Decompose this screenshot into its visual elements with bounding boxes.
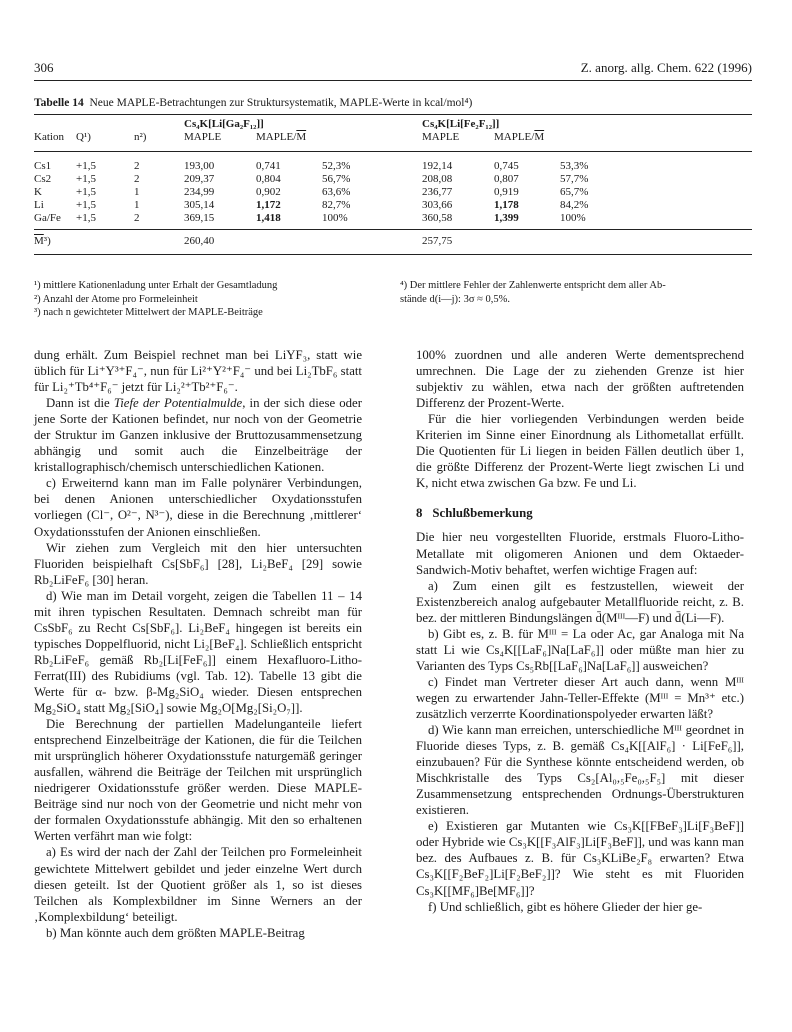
table-cell: 1 xyxy=(134,198,140,211)
table-cell: 209,37 xyxy=(184,172,215,185)
table-cell: Cs2 xyxy=(34,172,52,185)
table-row xyxy=(34,160,752,173)
table-cell: 305,14 xyxy=(184,198,215,211)
table-cell: +1,5 xyxy=(76,198,96,211)
table-cell: 100% xyxy=(322,211,348,224)
paragraph: f) Und schließlich, gibt es höhere Glieder der hier ge- xyxy=(428,899,703,914)
table-cell: 0,804 xyxy=(256,172,281,185)
col-n: n²) xyxy=(134,131,147,143)
table-cell: 53,3% xyxy=(560,159,589,172)
table-cell: 56,7% xyxy=(322,172,351,185)
table-cell: 2 xyxy=(134,211,140,224)
table-cell: 1 xyxy=(134,185,140,198)
table-cell: 65,7% xyxy=(560,185,589,198)
table-cell: 52,3% xyxy=(322,159,351,172)
paragraph: e) Existieren gar Mutanten wie Cs₃K[[FBeF₃]Li[F₃BeF]] oder Hybride wie Cs₃K[[F₃AlF₃]Li[F₃BeF]], und was kann man bez. des Aufbaues z. B. für Cs₃KLiBe₂F₈ erwarten? Etwa Cs₃K[[F₂BeF₂]Li[F₂BeF₂]]? Wie steht es mit Fluoriden Cs₃K[[MF₆]Be[MF₆]]? xyxy=(416,819,744,898)
table-cell: Cs1 xyxy=(34,159,52,172)
table-cell: 1,418 xyxy=(256,211,281,224)
paragraph: c) Erweiternd kann man im Falle polynärer Verbindungen, bei denen Anionen unterschiedlicher Oxydationsstufen vorliegen (Cl⁻, O²⁻, N³⁻), diese in die Berechnung ‚mittlerer‘ Oxydationsstufen der Anionen einschließen. xyxy=(34,476,362,539)
table-cell: 100% xyxy=(560,211,586,224)
table-row xyxy=(34,199,752,212)
table-cell: 303,66 xyxy=(422,198,453,211)
table-cell: 0,741 xyxy=(256,159,281,172)
table-cell: 0,919 xyxy=(494,185,519,198)
col-maple-1: MAPLE xyxy=(184,131,222,143)
paragraph: Die hier neu vorgestellten Fluoride, erstmals Fluoro-Litho-Metallate mit oligomeren Anionen und dem Oktaeder-Sandwich-Motiv behaftet, werfen wichtige Fragen auf: xyxy=(416,530,744,577)
table-cell: +1,5 xyxy=(76,172,96,185)
table-row xyxy=(34,212,752,225)
paragraph: d) Wie man im Detail vorgeht, zeigen die Tabellen 11 – 14 mit ihren typischen Resultaten. Demnach schreibt man für CsSbF₆ zu Recht Cs[SbF₆]. Li₂BeF₄ hingegen ist bereits ein typisches Doppelfluorid, nicht Li₂[BeF₄]. Schließlich entspricht Rb₂LiFeF₆ gemäß Rb₂[Li[FeF₆]] einem Hexafluoro-Litho-Ferrat(III) des Rubidiums (vgl. Tab. 12). Tabelle 13 gibt die Werte für α- bzw. β-Mg₂SiO₄ wieder. Diesen entsprechen Mg₂SiO₄ statt Mg₂[SiO₄] sowie Mg₂O[Mg₂[Si₂O₇]]. xyxy=(34,588,362,716)
table-row xyxy=(34,186,752,199)
table-cell: 0,745 xyxy=(494,159,519,172)
table-top-rule xyxy=(34,114,752,115)
table-cell: 208,08 xyxy=(422,172,453,185)
paragraph: Die Berechnung der partiellen Madelunganteile liefert entsprechend Einzelbeiträge der Kationen, die für die Teilchen mit ursprünglich höherer Oxydationsstufe naturgemäß geringer ausfallen, während die Beiträge der Teilchen mit ursprünglich niedrigerer Oxidationsstufe größer werden. Diese MAPLE-Beiträge sind nur noch von der Geometrie und nicht mehr von der formalen Oxydationsstufe abhängig. Mit den so erhaltenen Werten verfährt man wie folgt: xyxy=(34,717,362,844)
table-cell: Ga/Fe xyxy=(34,211,61,224)
table-cell: +1,5 xyxy=(76,159,96,172)
paragraph: c) Findet man Vertreter dieser Art auch dann, wenn Mᴵᴵᴵ wegen zu erwartender Jahn-Teller-Effekte (Mᴵᴵᴵ = Mn³⁺ etc.) zusätzlich verzerrte Koordinationspolyeder erwarten läßt? xyxy=(416,674,744,721)
paragraph: 100% zuordnen und alle anderen Werte dementsprechend umrechnen. Die Lage der zu ziehenden Grenze ist hier subjektiv zu wählen, etwa nach der größten auftretenden Differenz der Prozent-Werte. xyxy=(416,348,744,411)
table-caption-text: Neue MAPLE-Betrachtungen zur Struktursystematik, MAPLE-Werte in kcal/mol⁴) xyxy=(89,97,473,109)
mean-row: $\overline{M}^3$) 260,40 257,75 xyxy=(34,234,453,247)
table-cell: 236,77 xyxy=(422,185,453,198)
table-cell: 63,6% xyxy=(322,185,351,198)
col-maple-ratio-1: MAPLE/$\overline{M}$ xyxy=(256,131,307,143)
header-rule xyxy=(34,80,752,81)
table-caption xyxy=(34,97,472,109)
table-cell: +1,5 xyxy=(76,185,96,198)
table-label: Tabelle 14 xyxy=(34,97,84,109)
table-cell: 234,99 xyxy=(184,185,215,198)
col-q: Q¹) xyxy=(76,131,91,143)
table-cell: 193,00 xyxy=(184,159,215,172)
table-cell: 192,14 xyxy=(422,159,453,172)
table-cell: Li xyxy=(34,198,44,211)
table-cell: 1,399 xyxy=(494,211,519,224)
col-kation: Kation xyxy=(34,131,64,143)
paragraph: d) Wie kann man erreichen, unterschiedliche Mᴵᴵᴵ geordnet in Fluoride dieses Typs, z. B. gemäß Cs₄K[[AlF₆] · Li[FeF₆]], einzubauen? Für die Synthese könnte entscheidend werden, ob Mischkristalle des Typs Cs₂[Al₀,₅Fe₀,₅F₅] mit dieser Zusammensetzung entsprechenden Ordnungs-Überstrukturen existieren. xyxy=(416,723,744,818)
page-number: 306 xyxy=(34,60,54,75)
paragraph: a) Zum einen gilt es festzustellen, wieweit der Existenzbereich analog aufgebauter Metallfluoride reicht, z. B. bez. der mittleren Bindungslängen d̄(Mᴵᴵᴵ—F) und d̄(Li—F). xyxy=(416,578,744,625)
maple-table xyxy=(34,118,752,256)
table-cell: K xyxy=(34,185,42,198)
paragraph: Für die hier vorliegenden Verbindungen werden beide Kriterien im Sinne einer Einordnung als Lithometallat erfüllt. Die Quotienten für Li liegen in beiden Fällen deutlich über 1, die größte Differenz der Prozent-Werte liegt zwischen Li und K, nicht etwa zwischen Ga bzw. Fe und Li. xyxy=(416,412,744,491)
footnotes-left: ¹) mittlere Kationenladung unter Erhalt der Gesamtladung ²) Anzahl der Atome pro Formeleinheit ³) nach n gewichteter Mittelwert der MAPLE-Beiträge xyxy=(34,280,278,318)
paragraph: a) Es wird der nach der Zahl der Teilchen pro Formeleinheit gewichtete Mittelwert gebildet und jeder einzelne Wert durch diesen geteilt. Ist der Quotient größer als 1, so ist dieses Teilchen als Komplexbildner im Sinne Werners an der ‚Komplexbildung‘ beteiligt. xyxy=(34,845,362,924)
table-cell: 1,172 xyxy=(256,198,281,211)
footnote-4: ⁴) Der mittlere Fehler der Zahlenwerte entspricht dem aller Ab- stände d(i—j): 3σ ≈ 0,5%. xyxy=(400,280,666,305)
journal-reference: Z. anorg. allg. Chem. 622 (1996) xyxy=(580,60,752,75)
section-heading: 8 Schlußbemerkung xyxy=(416,506,533,521)
table-cell: 2 xyxy=(134,159,140,172)
table-cell: 360,58 xyxy=(422,211,453,224)
paragraph: b) Man könnte auch dem größten MAPLE-Beitrag xyxy=(46,925,305,940)
table-cell: 369,15 xyxy=(184,211,215,224)
paragraph: Dann ist die Tiefe der Potentialmulde, in der sich diese oder jene Sorte der Kationen befindet, nur noch von der Geometrie der Struktur im Ganzen inklusive der Bruttozusammensetzung abhängig und somit auch die Einzelbeiträge der kristallographisch/chemisch unterschiedlichen Kationen. xyxy=(34,396,362,475)
table-cell: 0,807 xyxy=(494,172,519,185)
paragraph: b) Gibt es, z. B. für Mᴵᴵᴵ = La oder Ac, gar Analoga mit Na statt Li wie Cs₄K[[LaF₆]Na[LaF₆]] oder müßte man hier zu Varianten des Typs Cs₅Rb[[LaF₆]Na[LaF₆]] ausweichen? xyxy=(416,626,744,673)
table-cell: 2 xyxy=(134,172,140,185)
table-cell: 84,2% xyxy=(560,198,589,211)
table-cell: 82,7% xyxy=(322,198,351,211)
compound-2-header: Cs₄K[Li[Fe₂F₁₂]] xyxy=(422,118,500,130)
compound-1-header: Cs₄K[Li[Ga₂F₁₂]] xyxy=(184,118,264,130)
right-column xyxy=(416,347,744,915)
col-maple-2: MAPLE xyxy=(422,131,460,143)
table-cell: +1,5 xyxy=(76,211,96,224)
table-row xyxy=(34,173,752,186)
paragraph: dung erhält. Zum Beispiel rechnet man bei LiYF₃, statt wie üblich für Li⁺Y³⁺F₄⁻, nun für Li²⁺Y²⁺F₄⁻ und bei Li₂TbF₆ statt für Li₂⁺Tb⁴⁺F₆⁻ jetzt für Li₂²⁺Tb²⁺F₆⁻. xyxy=(34,348,362,395)
left-column xyxy=(34,347,362,941)
table-cell: 0,902 xyxy=(256,185,281,198)
table-cell: 1,178 xyxy=(494,198,519,211)
running-header xyxy=(34,60,752,76)
paragraph: Wir ziehen zum Vergleich mit den hier untersuchten Fluoriden beispielhaft Cs[SbF₆] [28], Li₂BeF₄ [29] sowie Rb₂LiFeF₆ [30] heran. xyxy=(34,540,362,587)
table-cell: 57,7% xyxy=(560,172,589,185)
col-maple-ratio-2: MAPLE/$\overline{M}$ xyxy=(494,131,545,143)
